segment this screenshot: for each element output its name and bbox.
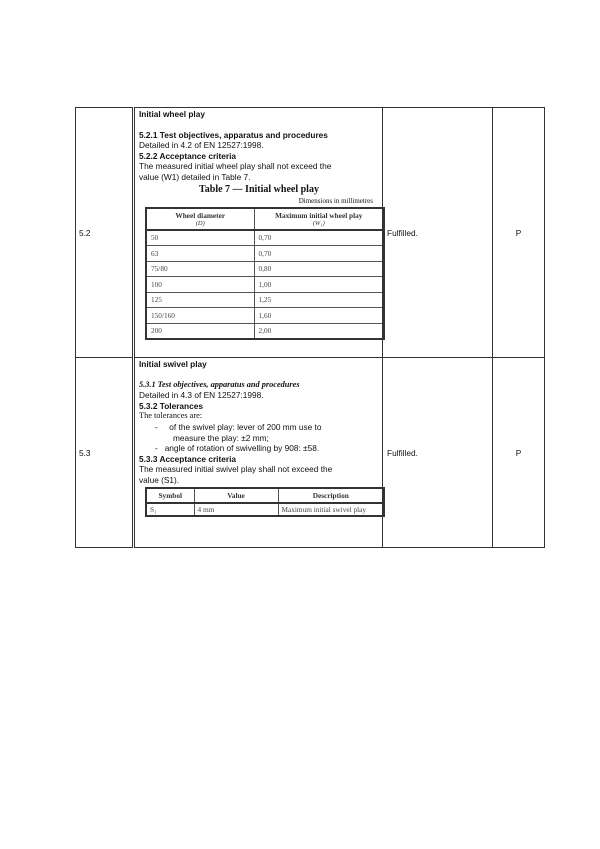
table-row	[146, 292, 384, 308]
table-cell: 0,70	[254, 230, 384, 246]
table-cell: 1,25	[254, 292, 384, 308]
clause-number: 5.3	[76, 358, 134, 548]
table-row	[146, 308, 384, 324]
table-cell: 0,80	[254, 261, 384, 277]
swivel-play-table	[145, 487, 385, 517]
clause-number: 5.2	[76, 108, 134, 358]
section-title: Initial swivel play	[139, 359, 207, 369]
table-header-row	[146, 488, 384, 503]
table-header-row	[146, 208, 384, 230]
result-cell: P	[493, 358, 545, 548]
column-header: Symbol	[146, 488, 194, 503]
table-cell: 63	[146, 246, 254, 262]
paragraph: The tolerances are:	[139, 411, 203, 421]
table-cell: 2,00	[254, 323, 384, 339]
table-cell: 125	[146, 292, 254, 308]
column-header: Maximum initial wheel play (W₁)	[254, 208, 384, 230]
list-item: - angle of rotation of swivelling by 908: ±58.	[155, 443, 320, 454]
column-header: Description	[278, 488, 384, 503]
requirements-table	[75, 107, 545, 548]
subsection-heading: 5.3.2 Tolerances	[139, 400, 203, 411]
column-header: Value	[194, 488, 278, 503]
table-row	[146, 503, 384, 516]
table-cell: Maximum initial swivel play	[278, 503, 384, 516]
verdict-cell: Fulfilled.	[383, 108, 493, 358]
table-row	[146, 246, 384, 262]
table-row	[146, 323, 384, 339]
requirement-cell	[134, 358, 383, 548]
table-caption: Table 7 — Initial wheel play	[199, 183, 319, 195]
subsection-heading: 5.2.1 Test objectives, apparatus and procedures	[139, 129, 328, 140]
section-title: Initial wheel play	[139, 109, 205, 119]
paragraph: value (S1).	[139, 474, 180, 485]
table-row	[76, 358, 545, 548]
result-cell: P	[493, 108, 545, 358]
table-cell: 75/80	[146, 261, 254, 277]
subsection-heading: 5.3.1 Test objectives, apparatus and procedures	[139, 379, 300, 389]
requirement-cell	[134, 108, 383, 358]
list-item: - of the swivel play: lever of 200 mm use to	[155, 421, 322, 432]
table-row	[146, 277, 384, 293]
table-cell: S₁	[146, 503, 194, 516]
list-item-continuation: measure the play: ±2 mm;	[173, 432, 269, 443]
table-units: Dimensions in millimetres	[298, 196, 373, 205]
subsection-heading: 5.3.3 Acceptance criteria	[139, 453, 237, 464]
table-cell: 200	[146, 323, 254, 339]
paragraph: The measured initial swivel play shall not exceed the	[139, 464, 333, 475]
verdict-cell: Fulfilled.	[383, 358, 493, 548]
table-cell: 0,70	[254, 246, 384, 262]
table-cell: 100	[146, 277, 254, 293]
table-cell: 150/160	[146, 308, 254, 324]
column-header: Wheel diameter (D)	[146, 208, 254, 230]
table-cell: 1,00	[254, 277, 384, 293]
paragraph: The measured initial wheel play shall not exceed the	[139, 161, 332, 172]
table-cell: 1,60	[254, 308, 384, 324]
table-row	[76, 108, 545, 358]
subsection-heading: 5.2.2 Acceptance criteria	[139, 150, 237, 161]
paragraph: Detailed in 4.2 of EN 12527:1998.	[139, 140, 264, 151]
table-row	[146, 261, 384, 277]
table-cell: 50	[146, 230, 254, 246]
wheel-play-table	[145, 207, 385, 341]
table-row	[146, 230, 384, 246]
paragraph: value (W1) detailed in Table 7.	[139, 171, 251, 182]
paragraph: Detailed in 4.3 of EN 12527:1998.	[139, 390, 264, 401]
table-cell: 4 mm	[194, 503, 278, 516]
